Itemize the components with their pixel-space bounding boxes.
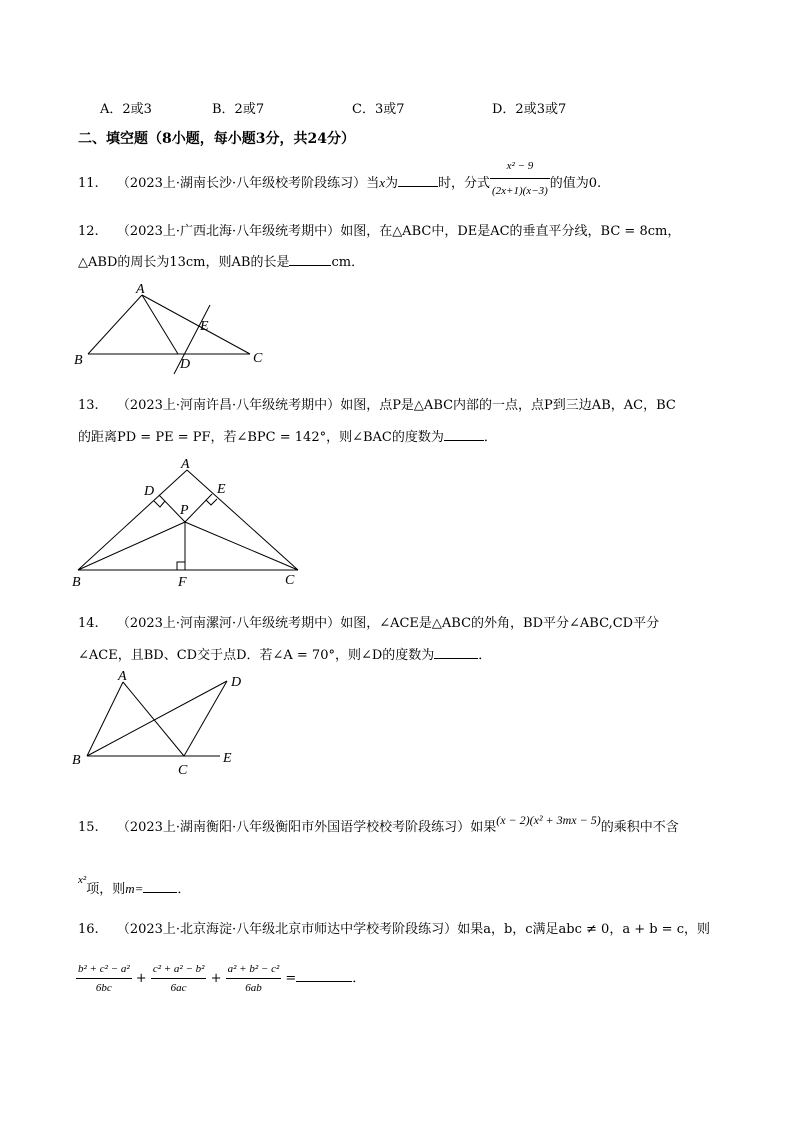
q13-label-E: E [217, 482, 226, 497]
question-11 [78, 160, 602, 203]
q14-label-A: A [118, 669, 127, 684]
q16-source: （2023上·北京海淀·八年级北京市师达中学校考阶段练习） [116, 922, 458, 937]
option-b: B．2或7 [212, 102, 265, 117]
q16-line1: 如果a，b，c满足abc ≠ 0，a + b = c，则 [457, 922, 710, 937]
q14-segment-AB [87, 682, 123, 756]
q12-line1: 如图，在△ABC中，DE是AC的垂直平分线，BC = 8cm， [340, 224, 681, 239]
q11-answer-blank[interactable] [398, 174, 438, 187]
option-a: A．2或3 [100, 102, 152, 117]
q13-source: （2023上·河南许昌·八年级统考期中） [116, 398, 341, 413]
q13-segment-PB [78, 522, 185, 570]
q11-number: 11. [78, 176, 99, 191]
q14-label-D: D [231, 675, 242, 690]
q12-answer-blank[interactable] [289, 253, 331, 266]
q14-figure [70, 664, 270, 776]
q15-expression: (x − 2)(x² + 3mx − 5) [496, 813, 601, 827]
q14-line1: 如图，∠ACE是△ABC的外角，BD平分∠ABC,CD平分 [340, 616, 660, 631]
q14-source: （2023上·河南漯河·八年级统考期中） [116, 616, 341, 631]
q12-label-C: C [253, 351, 263, 366]
q13-line2b: ． [483, 430, 497, 445]
q16-f2-num: c² + a² − b² [151, 960, 207, 979]
q11-fraction [490, 154, 550, 203]
q12-label-E: E [200, 319, 209, 334]
q12-line2a: △ABD的周长为13cm，则AB的长是 [78, 255, 290, 270]
q13-label-D: D [144, 484, 155, 499]
q13-right-angle-E [206, 499, 217, 505]
q13-right-angle-F [177, 562, 185, 570]
q15-x-squared: x² [78, 874, 87, 886]
q12-figure [70, 280, 280, 375]
q12-segment-AB [88, 295, 142, 354]
q16-answer-blank[interactable] [296, 969, 352, 982]
q15-line2b: 项，则 [86, 882, 126, 897]
q16-plus-1: + [135, 971, 147, 986]
q15-source: （2023上·湖南衡阳·八年级衡阳市外国语学校校考阶段练习） [116, 820, 471, 835]
q11-var-x: x [379, 175, 385, 190]
q12-label-B: B [74, 353, 83, 368]
question-13 [78, 394, 676, 413]
q12-label-D: D [180, 357, 191, 372]
q13-label-A: A [181, 457, 190, 472]
question-16 [78, 918, 710, 937]
q11-text2: 为 [384, 176, 398, 191]
question-14 [78, 612, 659, 631]
q14-line2 [78, 644, 491, 663]
q14-line2a: ∠ACE，且BD、CD交于点D．若∠A = 70°，则∠D的度数为 [78, 648, 435, 663]
q13-segment-AB [78, 470, 187, 570]
q15-line2 [78, 874, 191, 897]
q12-label-A: A [136, 282, 145, 297]
q16-fraction-3 [226, 960, 282, 997]
q11-text3: 时，分式 [438, 176, 491, 191]
q16-fraction-2 [151, 960, 207, 997]
q15-text1: 如果 [470, 820, 497, 835]
q11-text1: 当 [366, 176, 380, 191]
q12-source: （2023上·广西北海·八年级统考期中） [116, 224, 341, 239]
q14-line2b: ． [478, 648, 492, 663]
question-12 [78, 220, 680, 239]
q12-segment-AD [142, 295, 178, 354]
q16-f1-num: b² + c² − a² [76, 960, 132, 979]
q11-text4: 的值为0. [549, 176, 602, 191]
q13-line1: 如图，点P是△ABC内部的一点，点P到三边AB，AC，BC [340, 398, 676, 413]
q14-label-C: C [178, 763, 188, 776]
q14-segment-AC [123, 682, 184, 756]
q13-label-C: C [285, 573, 295, 588]
q15-var-m: m= [125, 881, 144, 896]
q14-label-E: E [223, 751, 232, 766]
q16-fraction-1 [76, 960, 132, 997]
q15-text2: 的乘积中不含 [600, 820, 679, 835]
q13-right-angle-D [154, 501, 165, 507]
q16-equals: = [285, 971, 297, 986]
q14-label-B: B [72, 753, 81, 768]
q16-end: ． [352, 971, 366, 986]
q12-line2b: cm． [331, 255, 365, 270]
q16-number: 16. [78, 922, 99, 937]
q16-f3-num: a² + b² − c² [226, 960, 282, 979]
q12-number: 12. [78, 224, 99, 239]
q13-number: 13. [78, 398, 99, 413]
question-15 [78, 813, 679, 835]
q12-line2 [78, 251, 364, 270]
q13-figure [70, 450, 310, 590]
q11-frac-num: x² − 9 [490, 154, 550, 179]
q11-source: （2023上·湖南长沙·八年级校考阶段练习） [116, 176, 367, 191]
q16-f3-den: 6ab [245, 982, 262, 994]
q15-number: 15. [78, 820, 99, 835]
q13-segment-AC [187, 470, 298, 570]
q13-answer-blank[interactable] [444, 428, 484, 441]
q15-line2d: ． [177, 882, 191, 897]
q14-answer-blank[interactable] [434, 646, 478, 659]
q15-answer-blank[interactable] [143, 880, 177, 893]
q14-number: 14. [78, 616, 99, 631]
q13-line2a: 的距离PD = PE = PF，若∠BPC = 142°，则∠BAC的度数为 [78, 430, 444, 445]
q16-f1-den: 6bc [95, 982, 112, 994]
q13-line2 [78, 426, 497, 445]
q12-segment-AC [142, 295, 250, 354]
q13-segment-PC [185, 522, 298, 570]
q13-label-B: B [72, 575, 81, 590]
option-d: D．2或3或7 [492, 102, 567, 117]
option-c: C．3或7 [352, 102, 405, 117]
q11-frac-den: (2x+1)(x−3) [492, 185, 548, 197]
section-heading: 二、填空题（8小题，每小题3分，共24分） [78, 131, 355, 147]
q13-label-P: P [180, 503, 189, 518]
q13-label-F: F [178, 575, 187, 590]
q16-expression [76, 960, 365, 997]
q13-segment-PE [185, 494, 212, 522]
q16-plus-2: + [210, 971, 222, 986]
q16-f2-den: 6ac [170, 982, 187, 994]
